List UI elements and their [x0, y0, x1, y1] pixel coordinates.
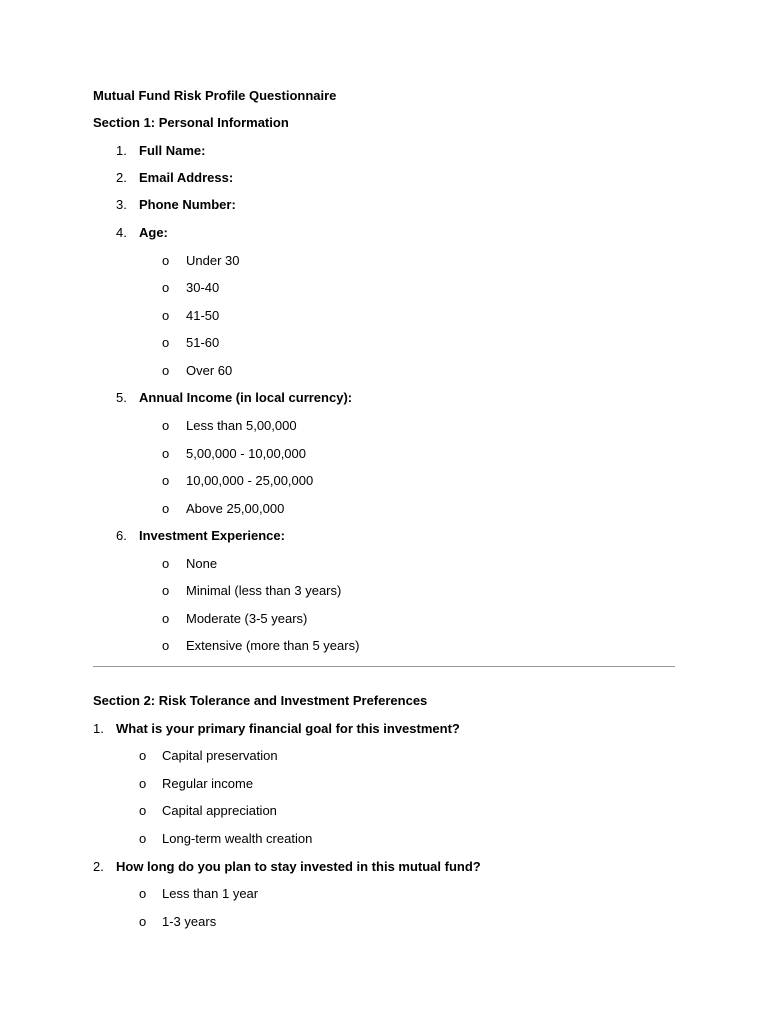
bullet-icon: o [162, 335, 170, 350]
bullet-icon: o [139, 886, 147, 901]
bullet-icon: o [162, 501, 170, 516]
bullet-icon: o [162, 363, 170, 378]
section-1-heading: Section 1: Personal Information [93, 115, 289, 130]
bullet-icon: o [162, 280, 170, 295]
bullet-icon: o [139, 803, 147, 818]
s1-item-4-label: Age: [139, 225, 168, 240]
s1-item-2-label: Email Address: [139, 170, 234, 185]
bullet-icon: o [162, 638, 170, 653]
bullet-icon: o [162, 556, 170, 571]
income-option: Less than 5,00,000 [186, 418, 297, 433]
bullet-icon: o [139, 831, 147, 846]
horizon-option: Less than 1 year [162, 886, 259, 901]
goal-option: Regular income [162, 776, 254, 791]
s1-item-1-number: 1. [116, 143, 127, 158]
s2-item-1-number: 1. [93, 721, 104, 736]
s2-item-2-number: 2. [93, 859, 104, 874]
s2-item-1-label: What is your primary financial goal for this investment? [116, 721, 460, 736]
age-option: Over 60 [186, 363, 233, 378]
s1-item-5-label: Annual Income (in local currency): [139, 390, 353, 405]
s1-item-2-number: 2. [116, 170, 127, 185]
bullet-icon: o [162, 611, 170, 626]
bullet-icon: o [162, 583, 170, 598]
experience-option: Minimal (less than 3 years) [186, 583, 342, 598]
s1-item-6-label: Investment Experience: [139, 528, 285, 543]
age-option: 51-60 [186, 335, 220, 350]
goal-option: Long-term wealth creation [162, 831, 313, 846]
bullet-icon: o [139, 748, 147, 763]
experience-option: Moderate (3-5 years) [186, 611, 308, 626]
bullet-icon: o [139, 776, 147, 791]
income-option: Above 25,00,000 [186, 501, 285, 516]
section-2-heading: Section 2: Risk Tolerance and Investment Preferences [93, 693, 428, 708]
bullet-icon: o [162, 308, 170, 323]
s1-item-3-number: 3. [116, 197, 127, 212]
bullet-icon: o [162, 418, 170, 433]
s1-item-5-number: 5. [116, 390, 127, 405]
age-option: Under 30 [186, 253, 240, 268]
experience-option: Extensive (more than 5 years) [186, 638, 360, 653]
horizon-option: 1-3 years [162, 914, 217, 929]
document-title: Mutual Fund Risk Profile Questionnaire [93, 88, 337, 103]
bullet-icon: o [139, 914, 147, 929]
bullet-icon: o [162, 253, 170, 268]
bullet-icon: o [162, 473, 170, 488]
age-option: 30-40 [186, 280, 220, 295]
age-option: 41-50 [186, 308, 220, 323]
s1-item-3-label: Phone Number: [139, 197, 236, 212]
bullet-icon: o [162, 446, 170, 461]
goal-option: Capital preservation [162, 748, 278, 763]
s1-item-1-label: Full Name: [139, 143, 206, 158]
s2-item-2-label: How long do you plan to stay invested in this mutual fund? [116, 859, 481, 874]
goal-option: Capital appreciation [162, 803, 277, 818]
experience-option: None [186, 556, 218, 571]
s1-item-6-number: 6. [116, 528, 127, 543]
income-option: 10,00,000 - 25,00,000 [186, 473, 314, 488]
s1-item-4-number: 4. [116, 225, 127, 240]
section-divider [93, 666, 675, 667]
income-option: 5,00,000 - 10,00,000 [186, 446, 306, 461]
